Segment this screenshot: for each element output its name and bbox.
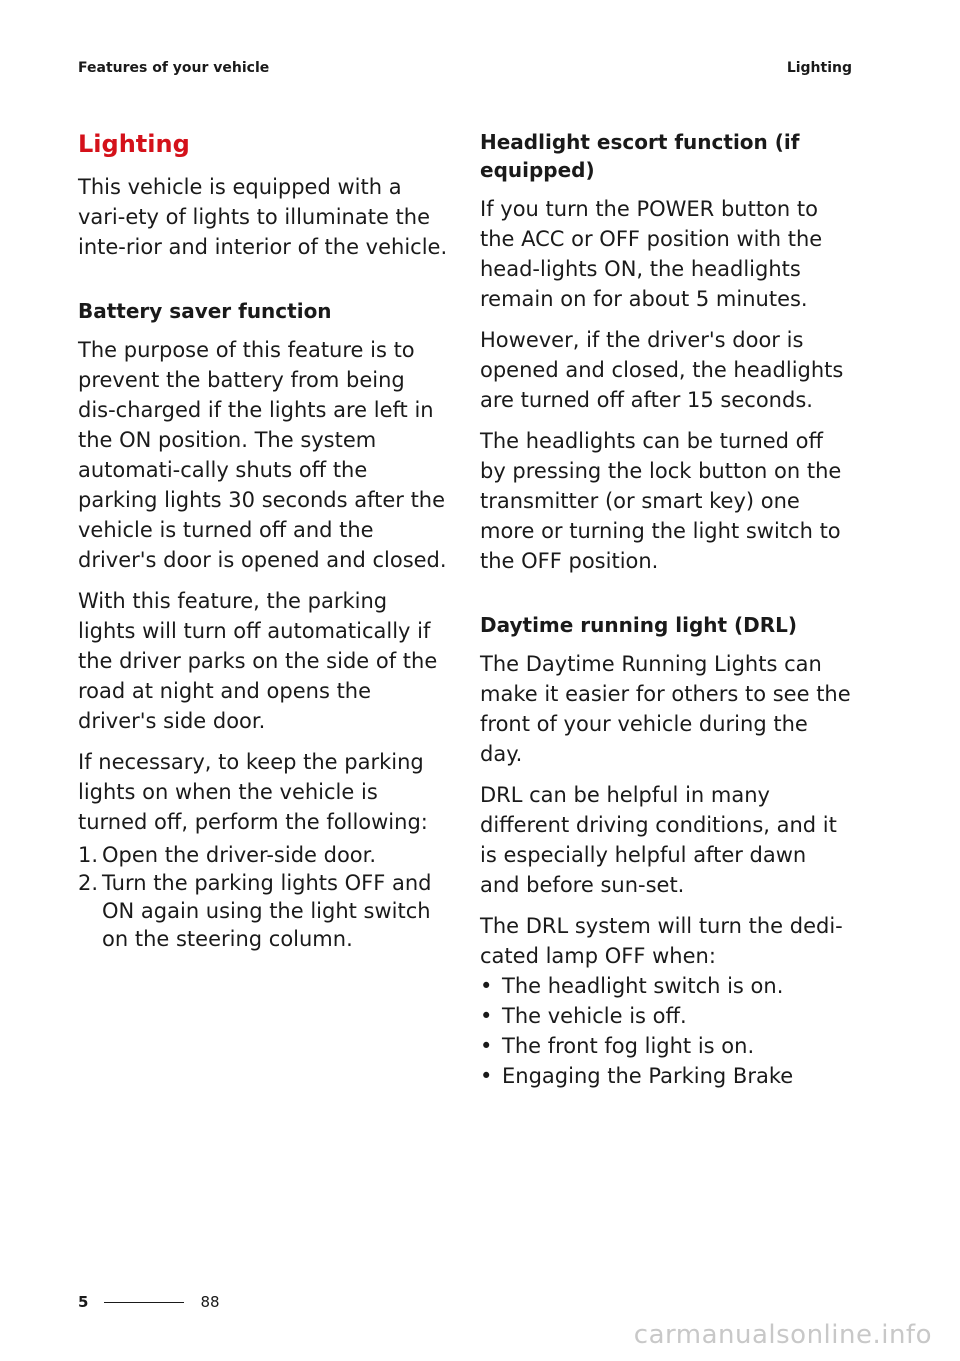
battery-paragraph-1: The purpose of this feature is to prevent the battery from being dis-charged if the lights are left in the ON position. The system automati-cally shuts off the parking lights 30 seconds after the vehicle is turned off and the driver's door is opened and closed. [78, 338, 447, 573]
list-item [480, 1001, 852, 1031]
escort-paragraph-1: If you turn the POWER button to the ACC or OFF position with the head-lights ON, the headlights remain on for about 5 minutes. [480, 197, 823, 311]
watermark: carmanualsonline.info [633, 1320, 932, 1350]
bullet-text: Engaging the Parking Brake [502, 1064, 794, 1088]
drl-paragraph-3: The DRL system will turn the dedi-cated lamp OFF when: [480, 914, 843, 968]
drl-paragraph-1: The Daytime Running Lights can make it easier for others to see the front of your vehicle during the day. [480, 652, 851, 766]
escort-paragraph-3: The headlights can be turned off by pressing the lock button on the transmitter (or smart key) one more or turning the light switch to the OFF position. [480, 429, 842, 573]
step-number: 1. [78, 843, 99, 868]
step-number: 2. [78, 871, 99, 896]
headlight-escort-heading: Headlight escort function (if equipped) [480, 130, 800, 182]
right-column [480, 128, 852, 1091]
page-number: 88 [200, 1293, 220, 1311]
drl-heading: Daytime running light (DRL) [480, 613, 798, 637]
bullet-icon: • [480, 1004, 493, 1028]
running-header-section: Features of your vehicle [78, 60, 270, 76]
battery-paragraph-3: If necessary, to keep the parking lights on when the vehicle is turned off, perform the following: [78, 750, 428, 835]
drl-paragraph-2: DRL can be helpful in many different driving conditions, and it is especially helpful after dawn and before sun-set. [480, 783, 837, 897]
drl-conditions-list [480, 971, 852, 1091]
step-text: Open the driver-side door. [102, 843, 377, 868]
escort-paragraph-2: However, if the driver's door is opened and closed, the headlights are turned off after 15 seconds. [480, 328, 844, 412]
bullet-icon: • [480, 1034, 493, 1058]
list-item [78, 841, 448, 869]
bullet-text: The headlight switch is on. [502, 974, 784, 998]
battery-paragraph-2: With this feature, the parking lights will turn off automatically if the driver parks on the side of the road at night and opens the driver's side door. [78, 589, 438, 734]
footer-divider [104, 1302, 184, 1303]
running-header-topic: Lighting [786, 60, 852, 76]
battery-saver-heading: Battery saver function [78, 299, 332, 324]
intro-paragraph: This vehicle is equipped with a vari-ety of lights to illuminate the inte-rior and interior of the vehicle. [78, 175, 448, 260]
list-item [480, 1031, 852, 1061]
bullet-icon: • [480, 1064, 493, 1088]
list-item [480, 1061, 852, 1091]
bullet-text: The front fog light is on. [502, 1034, 755, 1058]
page-footer [78, 1293, 220, 1311]
list-item [78, 869, 448, 953]
step-text: Turn the parking lights OFF and ON again using the light switch on the steering column. [102, 871, 432, 952]
list-item [480, 971, 852, 1001]
bullet-text: The vehicle is off. [502, 1004, 687, 1028]
left-column [78, 128, 448, 953]
section-title: Lighting [78, 130, 190, 158]
steps-list [78, 841, 448, 953]
chapter-number: 5 [78, 1293, 89, 1311]
bullet-icon: • [480, 974, 493, 998]
